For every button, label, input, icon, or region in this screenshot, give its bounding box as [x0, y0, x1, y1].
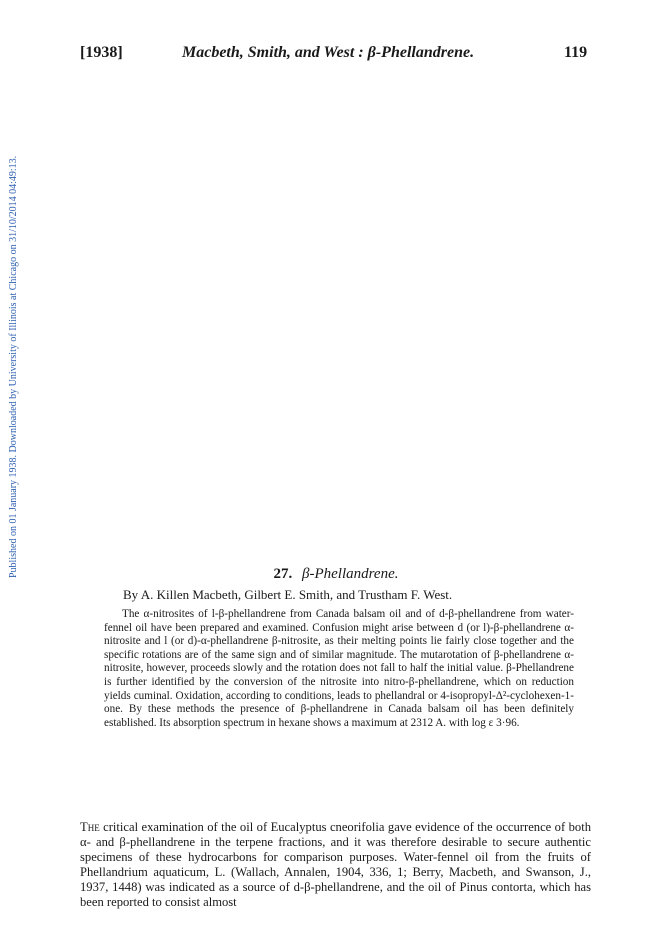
article-name: β-Phellandrene. — [302, 566, 399, 582]
author-byline: By A. Killen Macbeth, Gilbert E. Smith, and Trustham F. West. — [123, 587, 453, 602]
paragraph-text: critical examination of the oil of Eucalyptus cneorifolia gave evidence of the occurrence of both α- and β-phellandrene in the terpene fractions, and it was therefore desirable to secure authentic specimens of these hydrocarbons for comparison purposes. Water-fennel oil from the fruits of Phellandrium aquaticum, L. (Wallach, Annalen, 1904, 336, 1; Berry, Macbeth, and Swanson, J., 1937, 1448) was indicated as a source of d-β-phellandrene, and the oil of Pinus contorta, which has been reported to consist almost — [80, 820, 591, 909]
article-number: 27. — [273, 566, 293, 582]
lead-word: The — [80, 820, 100, 834]
header-year: [1938] — [80, 44, 123, 61]
header-page-number: 119 — [564, 44, 588, 61]
running-header — [0, 44, 672, 66]
abstract-text: The α-nitrosites of l-β-phellandrene from Canada balsam oil and of d-β-phellandrene from water-fennel oil have been prepared and examined. Confusion might arise between d (or l)-β-phellandrene α-nitrosite and l (or d)-α-phellandrene β-nitrosite, as their melting points lie fairly close together and the specific rotations are of the same sign and of similar magnitude. The mutarotation of β-phellandrene α-nitrosite, however, proceeds slowly and the rotation does not fall to half the initial value. β-Phellandrene is further identified by the conversion of the nitrosite into nitro-β-phellandrene, which on reduction yields cuminal. Oxidation, according to conditions, leads to phellandral or 4-isopropyl-Δ²-cyclohexen-1-one. By these methods the presence of β-phellandrene in Canada balsam oil has been definitely established. Its absorption spectrum in hexane shows a maximum at 2312 A. with log ε 3·96. — [104, 608, 574, 729]
abstract — [104, 608, 574, 730]
body-text — [80, 820, 591, 910]
header-running-title: Macbeth, Smith, and West : β-Phellandrene. — [182, 44, 475, 61]
body-paragraph — [80, 820, 591, 910]
publication-stamp: Published on 01 January 1938. Downloaded by University of Illinois at Chicago on 31/10/2014 04:49:13. — [8, 155, 19, 578]
article-title — [0, 566, 672, 583]
